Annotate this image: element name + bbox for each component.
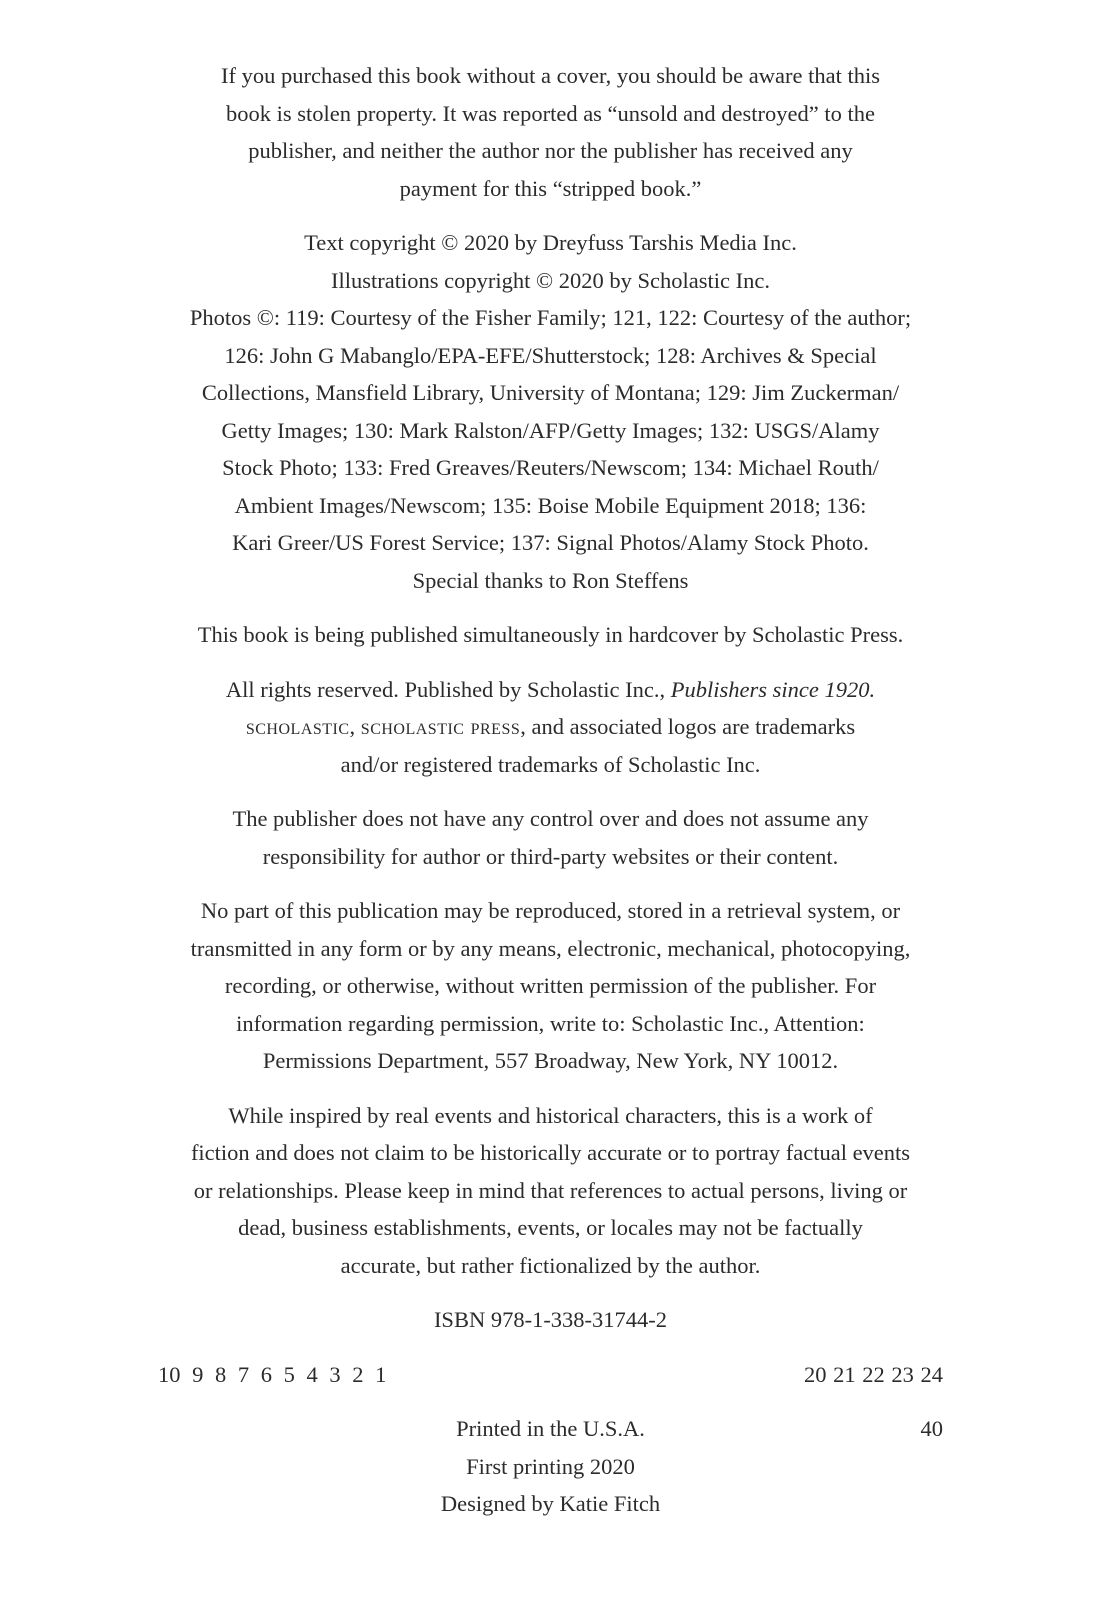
photo-credits-line: Ambient Images/Newscom; 135: Boise Mobile Equipment 2018; 136: xyxy=(234,492,867,518)
reproduction-notice xyxy=(158,892,943,1080)
text-line: information regarding permission, write to: Scholastic Inc., Attention: xyxy=(236,1010,865,1036)
trademark-scholastic: scholastic xyxy=(245,714,350,739)
illustrations-copyright: Illustrations copyright © 2020 by Scholastic Inc. xyxy=(331,267,770,293)
stripped-book-notice xyxy=(158,57,943,207)
text-line: While inspired by real events and historical characters, this is a work of xyxy=(228,1102,873,1128)
printer-code: 40 xyxy=(920,1416,943,1441)
text-line xyxy=(158,671,943,709)
first-printing: First printing 2020 xyxy=(466,1453,635,1479)
designer-credit: Designed by Katie Fitch xyxy=(440,1491,661,1516)
text-line: and/or registered trademarks of Scholastic Inc. xyxy=(340,751,761,777)
photo-credits-line: Photos ©: 119: Courtesy of the Fisher Family; 121, 122: Courtesy of the author; xyxy=(189,305,912,330)
text-line: If you purchased this book without a cover, you should be aware that this xyxy=(221,63,880,88)
text-line: recording, or otherwise, without written permission of the publisher. For xyxy=(224,973,877,998)
third-party-disclaimer xyxy=(158,800,943,875)
publishers-since: Publishers since 1920. xyxy=(670,676,876,702)
photo-credits-line: 126: John G Mabanglo/EPA-EFE/Shutterstock; 128: Archives & Special xyxy=(224,342,877,368)
rights-text: All rights reserved. Published by Scholastic Inc., xyxy=(225,676,671,702)
text-line xyxy=(158,708,943,746)
printing-info xyxy=(158,1410,943,1523)
text-line: accurate, but rather fictionalized by the author. xyxy=(340,1252,761,1278)
print-line xyxy=(158,1356,943,1394)
special-thanks: Special thanks to Ron Steffens xyxy=(412,567,689,593)
fiction-disclaimer xyxy=(158,1097,943,1285)
separator: , xyxy=(349,714,361,739)
trademark-scholastic-press: scholastic press xyxy=(360,714,521,739)
hardcover-note xyxy=(158,616,943,654)
copyright-page xyxy=(158,57,943,1523)
text-line: or relationships. Please keep in mind that references to actual persons, living or xyxy=(193,1177,908,1203)
text-line: payment for this “stripped book.” xyxy=(399,175,702,201)
text-line: dead, business establishments, events, or locales may not be factually xyxy=(238,1215,863,1240)
text-line: No part of this publication may be reproduced, stored in a retrieval system, or xyxy=(200,898,901,923)
rights-reserved xyxy=(158,671,943,784)
photo-credits-line: Kari Greer/US Forest Service; 137: Signal Photos/Alamy Stock Photo. xyxy=(232,530,869,555)
printed-in: Printed in the U.S.A. xyxy=(456,1416,645,1441)
printing-years: 20 21 22 23 24 xyxy=(804,1361,943,1387)
trademark-text: , and associated logos are trademarks xyxy=(520,714,856,739)
photo-credits-line: Stock Photo; 133: Fred Greaves/Reuters/Newscom; 134: Michael Routh/ xyxy=(222,455,879,480)
impression-numbers: 10 9 8 7 6 5 4 3 2 1 xyxy=(158,1361,387,1387)
text-line: book is stolen property. It was reported as “unsold and destroyed” to the xyxy=(225,100,875,126)
text-line: responsibility for author or third-party websites or their content. xyxy=(262,843,839,869)
photo-credits-line: Getty Images; 130: Mark Ralston/AFP/Getty Images; 132: USGS/Alamy xyxy=(221,417,880,443)
text-line: publisher, and neither the author nor the publisher has received any xyxy=(248,138,853,163)
copyright-credits xyxy=(158,224,943,599)
text-copyright: Text copyright © 2020 by Dreyfuss Tarshis Media Inc. xyxy=(304,230,797,255)
photo-credits-line: Collections, Mansfield Library, University of Montana; 129: Jim Zuckerman/ xyxy=(201,380,900,405)
isbn-number: ISBN 978-1-338-31744-2 xyxy=(433,1307,668,1332)
text-line: This book is being published simultaneously in hardcover by Scholastic Press. xyxy=(197,622,904,647)
text-line: The publisher does not have any control over and does not assume any xyxy=(232,806,869,831)
text-line: transmitted in any form or by any means, electronic, mechanical, photocopying, xyxy=(190,935,911,961)
isbn xyxy=(158,1301,943,1339)
text-line: fiction and does not claim to be historically accurate or to portray factual events xyxy=(190,1140,911,1165)
text-line: Permissions Department, 557 Broadway, New York, NY 10012. xyxy=(262,1048,839,1073)
